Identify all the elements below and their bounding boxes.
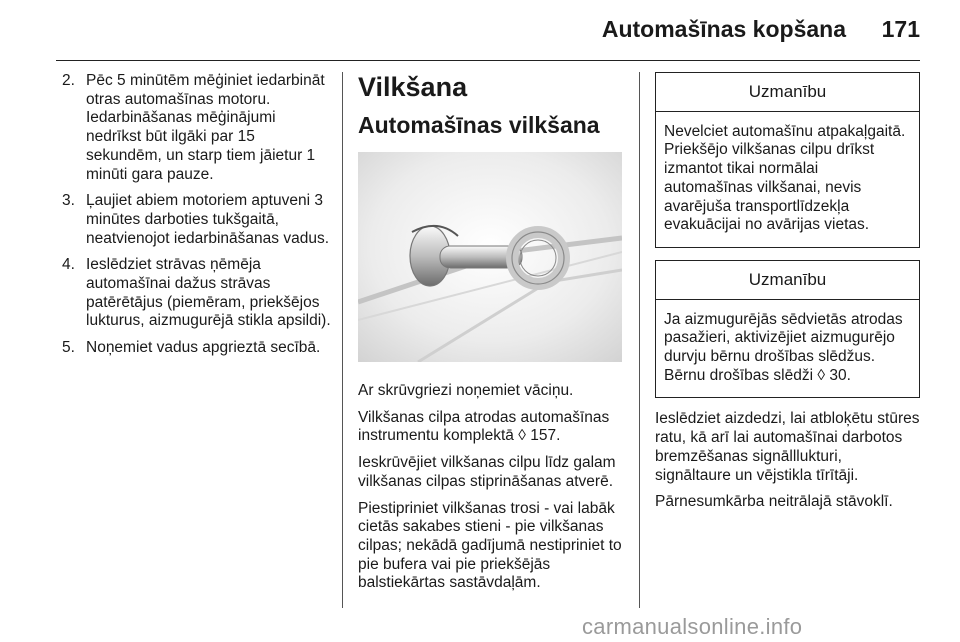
page-number: 171	[881, 16, 920, 42]
tow-eye-image	[358, 152, 622, 362]
page-header	[0, 0, 960, 62]
step-number: 4.	[62, 256, 75, 274]
step-number: 5.	[62, 339, 75, 357]
watermark: carmanualsonline.info	[582, 614, 803, 639]
column-right	[655, 72, 920, 520]
column-divider	[639, 72, 640, 608]
header-divider	[56, 60, 920, 61]
tow-eye-illustration	[358, 152, 622, 362]
warning-box	[655, 260, 920, 399]
list-item	[62, 256, 332, 331]
step-text: Pēc 5 minūtēm mēģiniet iedarbināt otras automašīnas motoru. Iedarbināšanas mēģinājumi nedrīkst būt ilgāki par 15 sekundēm, un starp tiem jāietur 1 minūti gara pauze.	[86, 72, 325, 183]
step-number: 2.	[62, 72, 75, 89]
list-item	[62, 339, 332, 358]
chapter-title: Automašīnas kopšana	[601, 16, 846, 42]
subsection-title: Automašīnas vilkšana	[358, 112, 600, 138]
warning-box	[655, 72, 920, 248]
column-middle	[358, 72, 628, 601]
step-text: Noņemiet vadus apgrieztā secībā.	[86, 339, 321, 357]
step-list	[62, 72, 332, 358]
paragraph: Ar skrūvgriezi noņemiet vāciņu.	[358, 382, 574, 399]
warning-title: Uzmanību	[656, 73, 919, 112]
step-text: Ļaujiet abiem motoriem aptuveni 3 minūtes darboties tukšgaitā, neatvienojot iedarbināšanas vadus.	[86, 192, 330, 247]
paragraph: Ieskrūvējiet vilkšanas cilpu līdz galam vilkšanas cilpas stiprināšanas atverē.	[358, 454, 616, 490]
warning-title: Uzmanību	[656, 261, 919, 300]
paragraph: Piestipriniet vilkšanas trosi - vai labāk cietās sakabes stieni - pie vilkšanas cilpas; nekādā gadījumā nestipriniet to pie bufera vai pie priekšējās balstiekārtas sastāvdaļām.	[358, 499, 622, 592]
column-left	[62, 72, 332, 366]
step-text: Ieslēdziet strāvas ņēmēja automašīnai dažus strāvas patērētājus (piemēram, priekšējos lukturus, aizmugurējā stikla apsildi).	[86, 256, 331, 330]
warning-text: Nevelciet automašīnu atpakaļgaitā. Priekšējo vilkšanas cilpu drīkst izmantot tikai normālai automašīnas vilkšanai, nevis avarējuša transportlīdzekļa evakuācijai no avārijas vietas.	[664, 122, 906, 234]
paragraph: Vilkšanas cilpa atrodas automašīnas instrumentu komplektā ◊ 157.	[358, 408, 610, 445]
list-item	[62, 72, 332, 184]
column-divider	[342, 72, 343, 608]
paragraph: Pārnesumkārba neitrālajā stāvoklī.	[655, 493, 893, 511]
step-number: 3.	[62, 192, 75, 210]
paragraph: Ieslēdziet aizdedzi, lai atbloķētu stūres ratu, kā arī lai automašīnai darbotos bremzēšanas signālllukturi, signāltaure un vējstikla tīrītāji.	[655, 410, 920, 484]
section-title: Vilkšana	[358, 72, 468, 102]
warning-text: Ja aizmugurējās sēdvietās atrodas pasažieri, aktivizējiet aizmugurējo durvju bērnu drošības slēdžus. Bērnu drošības slēdži ◊ 30.	[664, 310, 903, 384]
list-item	[62, 192, 332, 248]
